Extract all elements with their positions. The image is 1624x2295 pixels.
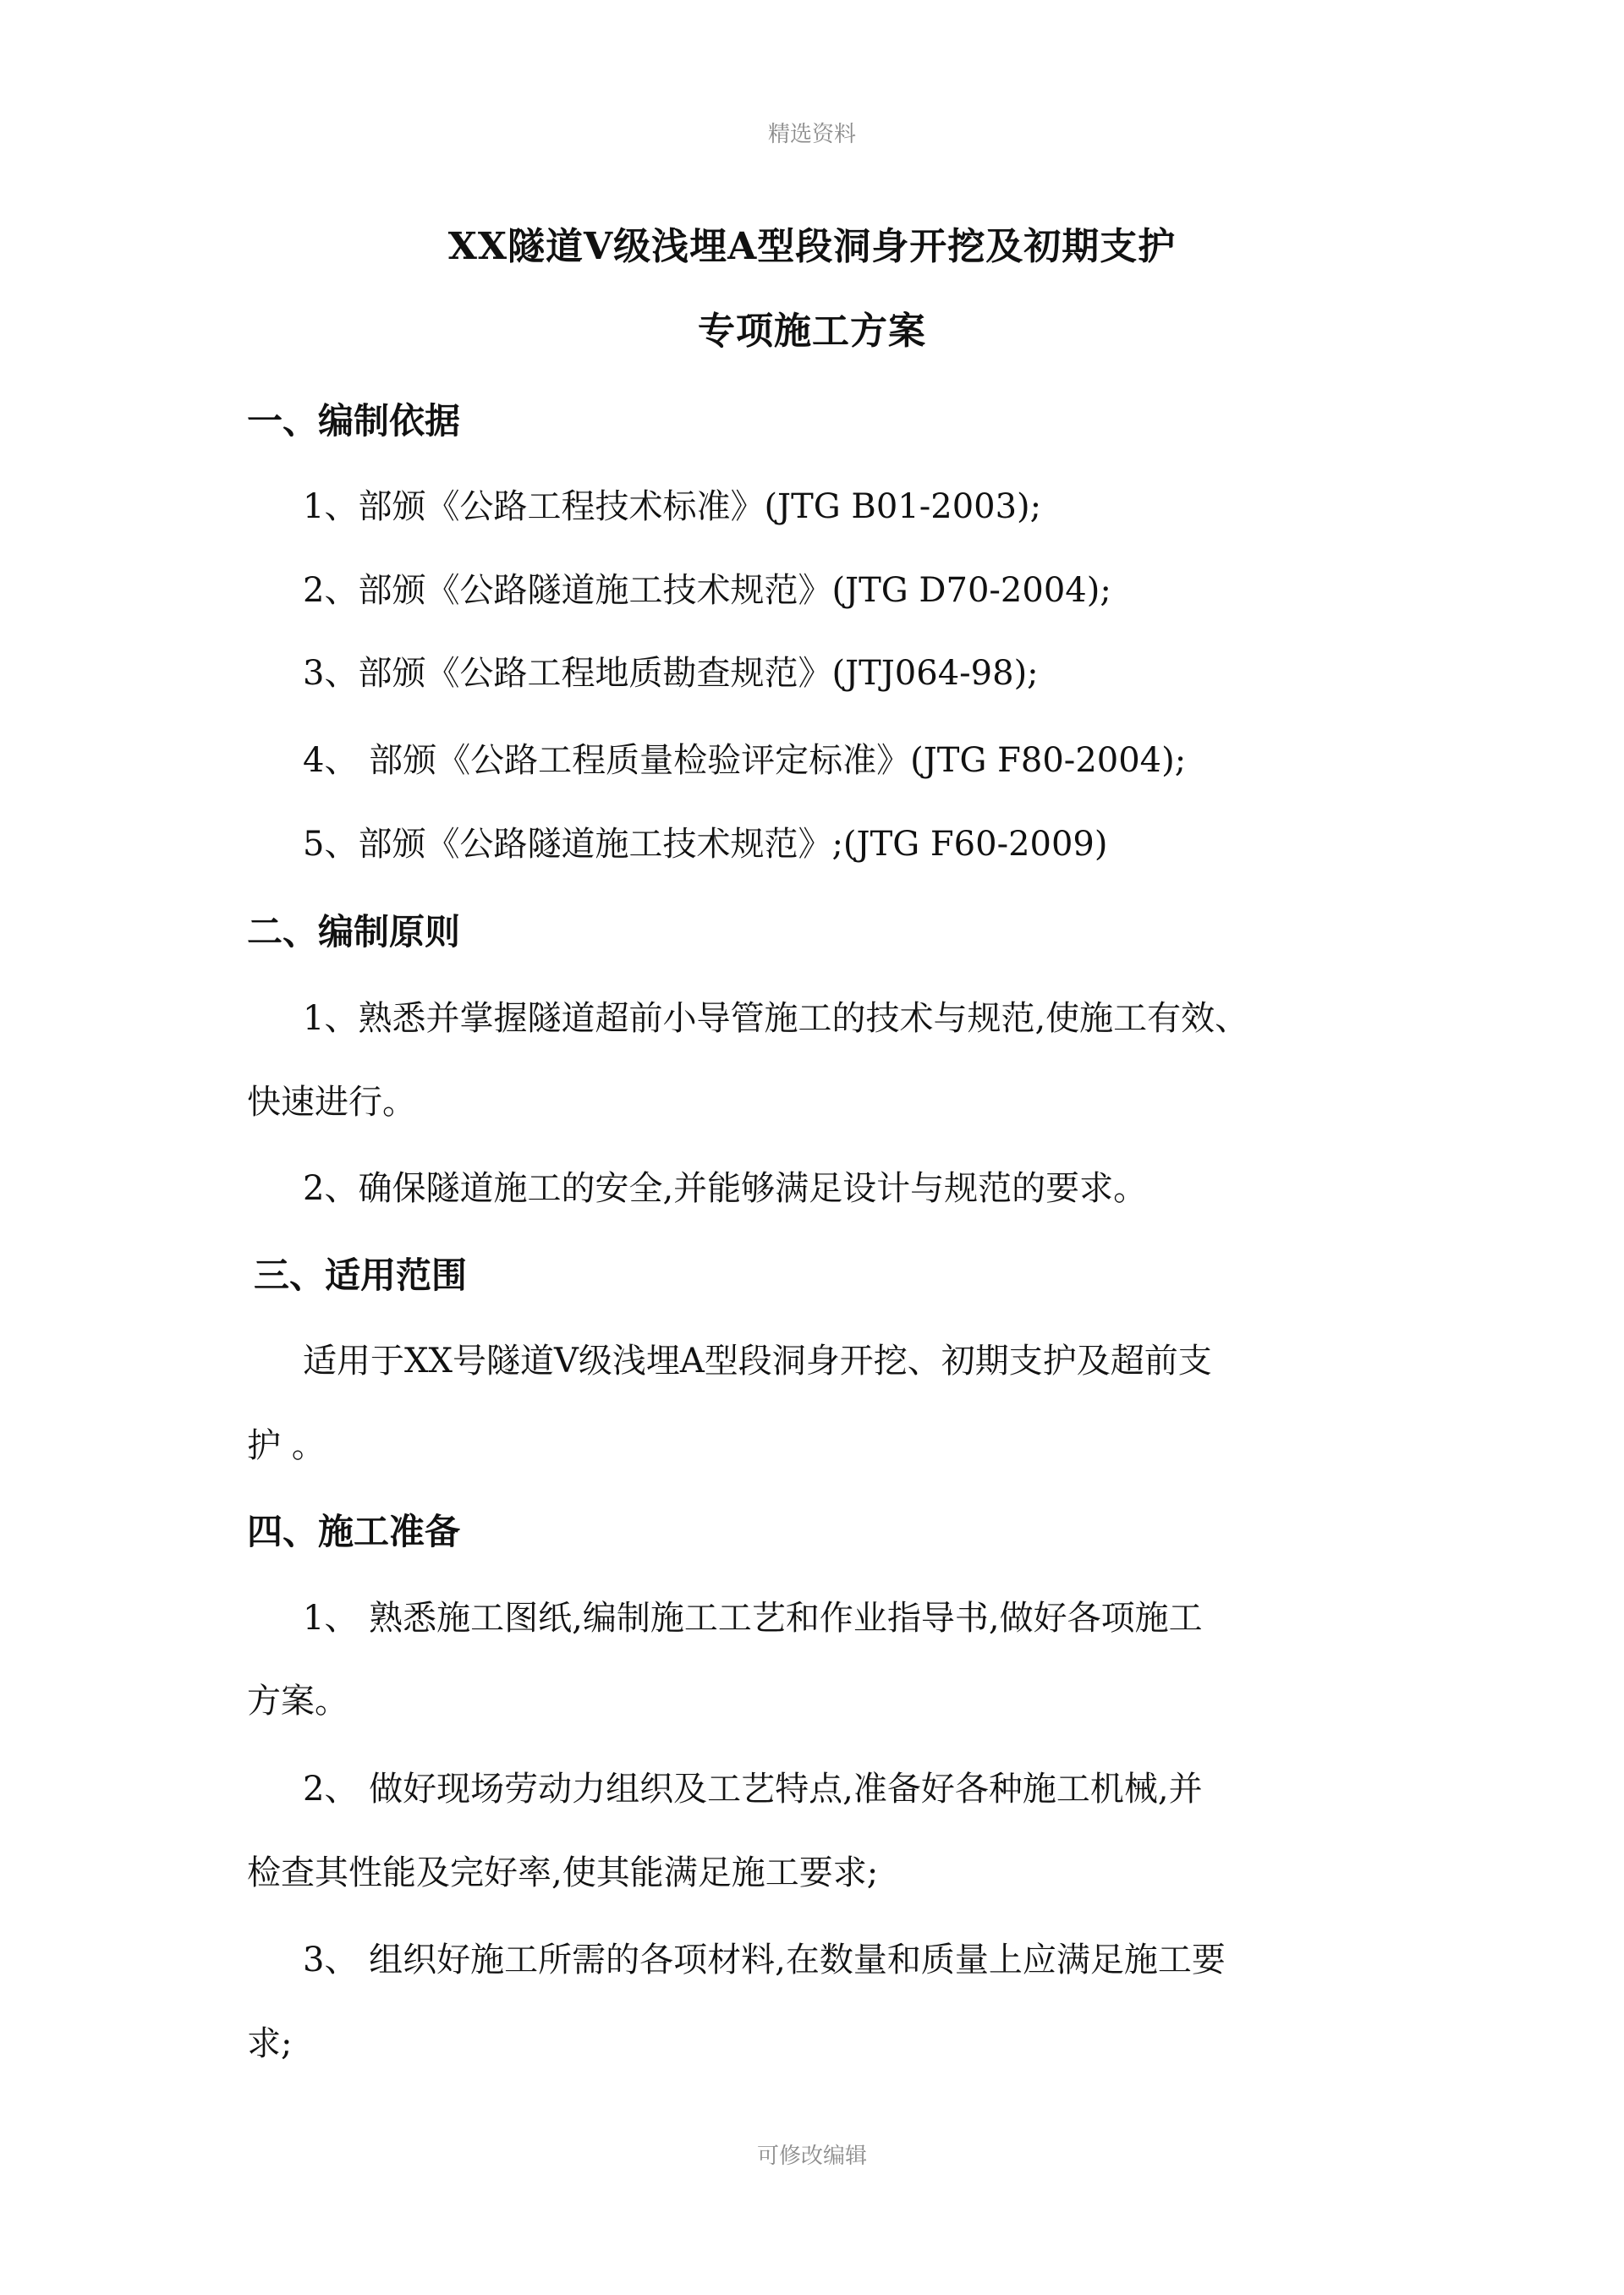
preparation-item-2-line-2: 检查其性能及完好率,使其能满足施工要求; [247,1853,879,1892]
preparation-item-1-line-1: 1、 熟悉施工图纸,编制施工工艺和作业指导书,做好各项施工 [303,1599,1203,1638]
document-title-line-2: 专项施工方案 [698,310,926,353]
basis-item-5: 5、部颁《公路隧道施工技术规范》;(JTG F60-2009) [303,825,1108,864]
basis-item-3: 3、部颁《公路工程地质勘查规范》(JTJ064-98); [303,654,1039,693]
principle-item-2: 2、确保隧道施工的安全,并能够满足设计与规范的要求。 [303,1169,1148,1208]
basis-item-4: 4、 部颁《公路工程质量检验评定标准》(JTG F80-2004); [303,741,1187,780]
section-heading-preparation: 四、施工准备 [247,1511,461,1552]
scope-line-2: 护 。 [247,1426,326,1465]
preparation-item-3-line-2: 求; [247,2024,293,2063]
header-note: 精选资料 [767,122,856,147]
section-heading-principles: 二、编制原则 [247,911,461,953]
preparation-item-2-line-1: 2、 做好现场劳动力组织及工艺特点,准备好各种施工机械,并 [303,1770,1203,1809]
footer-note: 可修改编辑 [756,2144,867,2169]
scope-line-1: 适用于XX号隧道Ⅴ级浅埋A型段洞身开挖、初期支护及超前支 [303,1342,1212,1381]
principle-item-1-line-1: 1、熟悉并掌握隧道超前小导管施工的技术与规范,使施工有效、 [303,999,1249,1038]
preparation-item-3-line-1: 3、 组织好施工所需的各项材料,在数量和质量上应满足施工要 [303,1941,1226,1979]
section-heading-basis: 一、编制依据 [247,400,461,442]
document-title-line-1: XX隧道Ⅴ级浅埋A型段洞身开挖及初期支护 [447,225,1177,268]
preparation-item-1-line-2: 方案。 [247,1682,348,1721]
basis-item-1: 1、部颁《公路工程技术标准》(JTG B01-2003); [303,487,1042,526]
basis-item-2: 2、部颁《公路隧道施工技术规范》(JTG D70-2004); [303,571,1111,610]
principle-item-1-line-2: 快速进行。 [247,1083,416,1122]
section-heading-scope: 三、适用范围 [254,1255,468,1296]
